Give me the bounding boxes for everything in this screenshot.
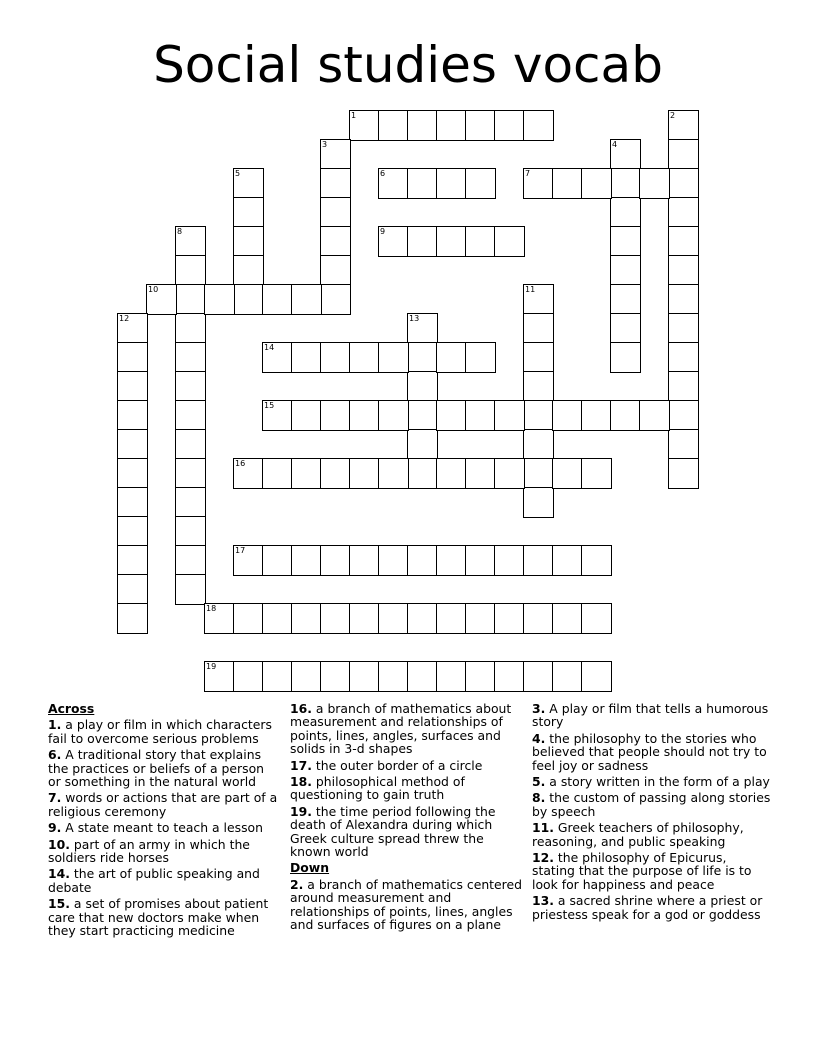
grid-cell[interactable] [175,574,206,605]
grid-cell[interactable] [320,661,351,692]
grid-cell[interactable] [407,110,438,141]
grid-cell[interactable] [465,545,496,576]
grid-cell[interactable] [378,342,409,373]
grid-cell[interactable] [117,371,148,402]
grid-cell[interactable] [262,661,293,692]
grid-cell[interactable] [233,545,264,576]
grid-cell[interactable] [407,342,438,373]
clue-number: 7 [525,169,531,178]
grid-cell[interactable] [378,110,409,141]
grid-cell[interactable] [610,226,641,257]
grid-cell[interactable] [175,342,206,373]
clue-across-15: 15. a set of promises about patient care that new doctors make when they start practicing medicine [48,896,269,939]
clue-number: 2 [670,111,676,120]
grid-cell[interactable] [494,110,525,141]
grid-cell[interactable] [378,545,409,576]
grid-cell[interactable] [349,342,380,373]
grid-cell[interactable] [233,226,264,257]
clue-down-12: 12. the philosophy of Epicurus, stating that the purpose of life is to look for happiness and peace [532,850,752,892]
grid-cell[interactable] [407,313,438,344]
grid-cell[interactable] [523,545,554,576]
clue-number: 4 [612,140,618,149]
grid-cell[interactable] [436,400,467,431]
grid-cell[interactable] [175,255,206,286]
grid-cell[interactable] [436,661,467,692]
clue-down-13: 13. a sacred shrine where a priest or priestess speak for a god or goddess [532,893,763,922]
clue-across-7: 7. words or actions that are part of a religious ceremony [48,790,278,819]
grid-cell[interactable] [320,255,351,286]
down-heading: Down [290,860,330,876]
grid-cell[interactable] [204,661,235,692]
clue-down-11: 11. Greek teachers of philosophy, reasoning, and public speaking [532,820,744,849]
grid-cell[interactable] [291,661,322,692]
grid-cell[interactable] [436,342,467,373]
clue-down-5: 5. a story written in the form of a play [532,774,770,790]
grid-cell[interactable] [436,168,467,199]
grid-cell[interactable] [523,487,554,518]
clue-across-14: 14. the art of public speaking and debate [48,866,260,895]
grid-cell[interactable] [581,661,612,692]
grid-cell[interactable] [610,400,641,431]
grid-cell[interactable] [233,197,264,228]
grid-cell[interactable] [610,168,641,199]
grid-cell[interactable] [378,168,409,199]
grid-cell[interactable] [320,342,351,373]
grid-cell[interactable] [465,661,496,692]
grid-cell[interactable] [436,110,467,141]
grid-cell[interactable] [581,400,612,431]
grid-cell[interactable] [552,168,583,199]
grid-cell[interactable] [668,168,699,199]
grid-cell[interactable] [320,226,351,257]
grid-cell[interactable] [262,342,293,373]
grid-cell[interactable] [117,313,148,344]
grid-cell[interactable] [233,603,264,634]
grid-cell[interactable] [465,458,496,489]
grid-cell[interactable] [291,342,322,373]
grid-cell[interactable] [494,545,525,576]
grid-cell[interactable] [407,429,438,460]
grid-cell[interactable] [465,603,496,634]
grid-cell[interactable] [436,545,467,576]
clue-number: 1 [351,111,357,120]
grid-cell[interactable] [523,371,554,402]
grid-cell[interactable] [117,603,148,634]
clue-down-3: 3. A play or film that tells a humorous story [532,701,769,730]
grid-cell[interactable] [320,139,351,170]
grid-cell[interactable] [494,226,525,257]
grid-cell[interactable] [117,429,148,460]
grid-cell[interactable] [523,168,554,199]
grid-cell[interactable] [407,661,438,692]
grid-cell[interactable] [233,661,264,692]
grid-cell[interactable] [436,458,467,489]
grid-cell[interactable] [523,110,554,141]
grid-cell[interactable] [552,400,583,431]
grid-cell[interactable] [320,400,351,431]
grid-cell[interactable] [668,284,699,315]
grid-cell[interactable] [349,603,380,634]
grid-cell[interactable] [668,139,699,170]
clue-down-2: 2. a branch of mathematics centered around measurement and relationships of points, lines, angles and surfaces of figures on a plane [290,876,522,933]
grid-cell[interactable] [117,545,148,576]
clue-number: 19 [206,662,217,671]
grid-cell[interactable] [668,226,699,257]
grid-cell[interactable] [378,458,409,489]
grid-cell[interactable] [610,313,641,344]
grid-cell[interactable] [407,168,438,199]
grid-cell[interactable] [668,458,699,489]
grid-cell[interactable] [494,400,525,431]
grid-cell[interactable] [610,197,641,228]
grid-cell[interactable] [349,661,380,692]
grid-cell[interactable] [175,284,206,315]
grid-cell[interactable] [436,226,467,257]
grid-cell[interactable] [291,545,322,576]
clue-across-6: 6. A traditional story that explains the practices or beliefs of a person or something in the natural world [48,747,265,790]
clue-number: 11 [525,285,536,294]
grid-cell[interactable] [349,458,380,489]
grid-cell[interactable] [581,458,612,489]
clue-across-1: 1. a play or film in which characters fail to overcome serious problems [48,717,272,746]
clue-number: 13 [409,314,420,323]
grid-cell[interactable] [320,458,351,489]
clues-column-3 [532,702,772,924]
grid-cell[interactable] [262,603,293,634]
clues-column-2 [290,702,522,935]
grid-cell[interactable] [407,545,438,576]
grid-cell[interactable] [407,458,438,489]
grid-cell[interactable] [378,226,409,257]
clue-down-8: 8. the custom of passing along stories by speech [532,790,771,819]
clue-across-16: 16. a branch of mathematics about measurement and relationships of points, lines, angles, surfaces and solids in 3-d shapes [290,701,512,757]
grid-cell[interactable] [320,197,351,228]
grid-cell[interactable] [436,603,467,634]
grid-cell[interactable] [523,342,554,373]
clue-number: 8 [177,227,183,236]
grid-cell[interactable] [465,400,496,431]
grid-cell[interactable] [494,661,525,692]
clue-number: 17 [235,546,246,555]
grid-cell[interactable] [175,458,206,489]
grid-cell[interactable] [117,400,148,431]
grid-cell[interactable] [233,168,264,199]
grid-cell[interactable] [465,110,496,141]
grid-cell[interactable] [523,458,554,489]
grid-cell[interactable] [204,603,235,634]
grid-cell[interactable] [610,255,641,286]
grid-cell[interactable] [262,400,293,431]
grid-cell[interactable] [668,197,699,228]
grid-cell[interactable] [117,458,148,489]
grid-cell[interactable] [407,603,438,634]
clue-across-17: 17. the outer border of a circle [290,757,483,773]
clue-number: 5 [235,169,241,178]
grid-cell[interactable] [523,284,554,315]
grid-cell[interactable] [407,226,438,257]
clue-number: 10 [148,285,159,294]
grid-cell[interactable] [233,255,264,286]
grid-cell[interactable] [639,400,670,431]
grid-cell[interactable] [262,458,293,489]
grid-cell[interactable] [349,110,380,141]
grid-cell[interactable] [552,458,583,489]
grid-cell[interactable] [146,284,177,315]
grid-cell[interactable] [465,168,496,199]
across-heading: Across [48,701,95,716]
grid-cell[interactable] [175,545,206,576]
grid-cell[interactable] [581,168,612,199]
grid-cell[interactable] [378,400,409,431]
grid-cell[interactable] [552,603,583,634]
grid-cell[interactable] [668,371,699,402]
clue-number: 16 [235,459,246,468]
grid-cell[interactable] [378,603,409,634]
grid-cell[interactable] [523,429,554,460]
grid-cell[interactable] [320,284,351,315]
clue-down-4: 4. the philosophy to the stories who believed that people should not try to feel joy or sadness [532,730,767,773]
clue-number: 18 [206,604,217,613]
grid-cell[interactable] [639,168,670,199]
grid-cell[interactable] [291,400,322,431]
clue-number: 14 [264,343,275,352]
grid-cell[interactable] [262,545,293,576]
grid-cell[interactable] [175,429,206,460]
grid-cell[interactable] [175,371,206,402]
grid-cell[interactable] [291,603,322,634]
grid-cell[interactable] [668,342,699,373]
grid-cell[interactable] [494,603,525,634]
grid-cell[interactable] [320,603,351,634]
grid-cell[interactable] [552,545,583,576]
grid-cell[interactable] [117,574,148,605]
clues-column-1 [48,702,280,941]
grid-cell[interactable] [523,661,554,692]
grid-cell[interactable] [262,284,293,315]
clue-number: 15 [264,401,275,410]
grid-cell[interactable] [668,110,699,141]
clue-across-18: 18. philosophical method of questioning to gain truth [290,774,465,803]
grid-cell[interactable] [465,342,496,373]
clue-across-9: 9. A state meant to teach a lesson [48,820,263,836]
grid-cell[interactable] [349,545,380,576]
grid-cell[interactable] [668,400,699,431]
grid-cell[interactable] [175,313,206,344]
grid-cell[interactable] [523,603,554,634]
grid-cell[interactable] [233,284,264,315]
grid-cell[interactable] [117,487,148,518]
grid-cell[interactable] [610,342,641,373]
clue-number: 3 [322,140,328,149]
grid-cell[interactable] [204,284,235,315]
grid-cell[interactable] [552,661,583,692]
grid-cell[interactable] [175,400,206,431]
grid-cell[interactable] [407,400,438,431]
clue-across-19: 19. the time period following the death of Alexandra during which Greek culture spread threw the known world [290,803,496,860]
grid-cell[interactable] [668,313,699,344]
grid-cell[interactable] [175,226,206,257]
grid-cell[interactable] [407,371,438,402]
grid-cell[interactable] [581,545,612,576]
grid-cell[interactable] [465,226,496,257]
grid-cell[interactable] [610,139,641,170]
grid-cell[interactable] [175,487,206,518]
grid-cell[interactable] [668,255,699,286]
clue-number: 9 [380,227,386,236]
grid-cell[interactable] [291,458,322,489]
grid-cell[interactable] [117,342,148,373]
grid-cell[interactable] [523,400,554,431]
grid-cell[interactable] [233,458,264,489]
grid-cell[interactable] [349,400,380,431]
grid-cell[interactable] [378,661,409,692]
page-title: Social studies vocab [153,36,663,94]
clue-number: 6 [380,169,386,178]
grid-cell[interactable] [523,313,554,344]
grid-cell[interactable] [291,284,322,315]
grid-cell[interactable] [175,516,206,547]
grid-cell[interactable] [117,516,148,547]
clue-number: 12 [119,314,130,323]
clue-across-10: 10. part of an army in which the soldiers ride horses [48,836,250,866]
grid-cell[interactable] [320,168,351,199]
grid-cell[interactable] [581,603,612,634]
grid-cell[interactable] [494,458,525,489]
grid-cell[interactable] [668,429,699,460]
grid-cell[interactable] [610,284,641,315]
grid-cell[interactable] [320,545,351,576]
